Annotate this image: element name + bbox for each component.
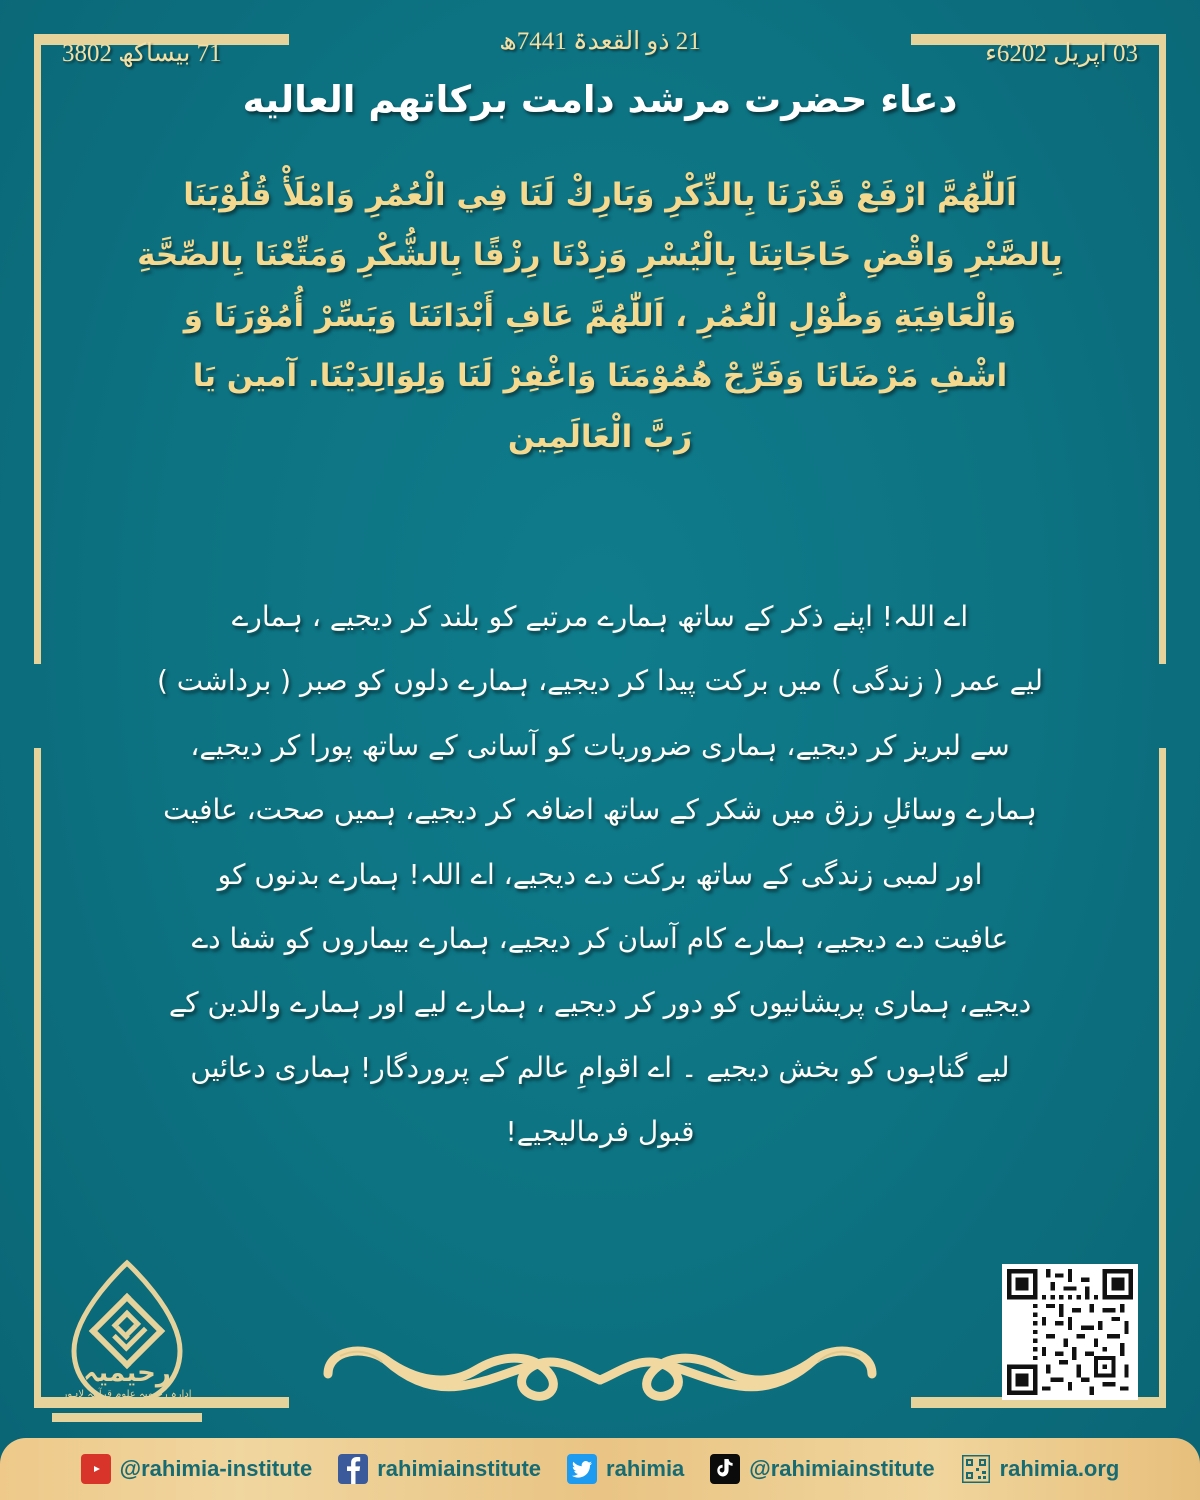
arabic-line: اشْفِ مَرْضَانَا وَفَرِّجْ هُمُوْمَنَا وَاغْفِرْ لَنَا وَلِوَالِدَيْنَا. آمين يَا: [192, 358, 1008, 395]
urdu-line: لیے عمر ( زندگی ) میں برکت پیدا کر دیجیے، ہمارے دلوں کو صبر ( برداشت ): [156, 664, 1044, 698]
social-handle-website: rahimia.org: [999, 1456, 1120, 1481]
frame-bottom-left-vertical: [34, 748, 41, 1408]
social-handle-twitter: rahimia: [606, 1456, 685, 1481]
social-footer-bar: [0, 1438, 1200, 1500]
urdu-line: عافیت دے دیجیے، ہمارے کام آسان کر دیجیے، ہمارے بیماروں کو شفا دے: [191, 921, 1009, 955]
arabic-dua-text: [110, 165, 1090, 467]
tiktok-icon: [710, 1454, 740, 1484]
urdu-line: دیجیے، ہماری پریشانیوں کو دور کر دیجیے ، ہمارے لیے اور ہمارے والدین کے: [168, 986, 1032, 1020]
date-bikrami: 17 بیساکھ 2083: [62, 40, 222, 67]
social-handle-facebook: rahimiainstitute: [377, 1456, 542, 1481]
social-link-twitter[interactable]: [567, 1454, 684, 1484]
urdu-line: اے اللہ! اپنے ذکر کے ساتھ ہمارے مرتبے کو بلند کر دیجیے ، ہمارے: [231, 600, 969, 633]
urdu-line: لیے گناہوں کو بخش دیجیے ۔ اے اقوامِ عالم کے پروردگار! ہماری دعائیں: [190, 1050, 1010, 1084]
social-link-facebook[interactable]: [338, 1454, 541, 1484]
social-link-tiktok[interactable]: [710, 1454, 934, 1484]
qr-code[interactable]: [1002, 1264, 1138, 1400]
logo-base-bar: [52, 1413, 202, 1422]
logo-name-main: رحیمیہ: [83, 1358, 171, 1388]
urdu-line: ہمارے وسائلِ رزق میں شکر کے ساتھ اضافہ کر دیجیے، ہمیں صحت، عافیت: [163, 793, 1037, 827]
urdu-line: اور لمبی زندگی کے ساتھ برکت دے دیجیے، اے اللہ! ہمارے بدنوں کو: [217, 857, 983, 891]
page-title: دعاء حضرت مرشد دامت برکاتهم العالیه: [242, 78, 958, 121]
social-link-website[interactable]: [961, 1454, 1120, 1484]
facebook-icon: [338, 1454, 368, 1484]
social-link-youtube[interactable]: [81, 1454, 313, 1484]
rahimia-logo: [52, 1257, 202, 1422]
social-handle-youtube: @rahimia-institute: [119, 1456, 313, 1481]
ornamental-divider-icon: [310, 1322, 890, 1412]
logo-name-sub: ادارہ رحیمیہ علومِ قرآنیہ لاہور: [62, 1389, 192, 1400]
frame-bottom-right-vertical: [1159, 748, 1166, 1408]
qr-icon: [961, 1454, 991, 1484]
date-hijri: 12 ذو القعدۃ 1447ھ: [499, 28, 701, 55]
frame-top-left-vertical: [34, 34, 41, 664]
youtube-icon: [81, 1454, 111, 1484]
header: [0, 22, 1200, 82]
social-handle-tiktok: @rahimiainstitute: [749, 1456, 935, 1481]
urdu-translation-text: [140, 585, 1060, 1165]
arabic-line: بِالصَّبْرِ وَاقْضِ حَاجَاتِنَا بِالْيُسْرِ وَزِدْنَا رِزْقًا بِالشُّكْرِ وَمَتِّعْنَا بِالصِّحَّةِ: [137, 237, 1063, 274]
arabic-line: اَللّٰهُمَّ ارْفَعْ قَدْرَنَا بِالذِّكْرِ وَبَارِكْ لَنَا فِي الْعُمُرِ وَامْلَأْ قُلُوْبَنَا: [183, 177, 1017, 213]
urdu-line: سے لبریز کر دیجیے، ہماری ضروریات کو آسانی کے ساتھ پورا کر دیجیے،: [190, 728, 1010, 762]
frame-top-right-vertical: [1159, 34, 1166, 664]
urdu-line: قبول فرمالیجیے!: [505, 1115, 695, 1149]
arabic-line: وَالْعَافِيَةِ وَطُوْلِ الْعُمُرِ ، اَللّٰهُمَّ عَافِ أَبْدَانَنَا وَيَسِّرْ أُمُوْرَنَا وَ: [183, 297, 1017, 334]
logo-mark-icon: [52, 1257, 202, 1422]
date-gregorian: 30 اپریل 2026ء: [985, 40, 1138, 67]
arabic-line: رَبَّ الْعَالَمِين: [507, 418, 693, 455]
twitter-icon: [567, 1454, 597, 1484]
